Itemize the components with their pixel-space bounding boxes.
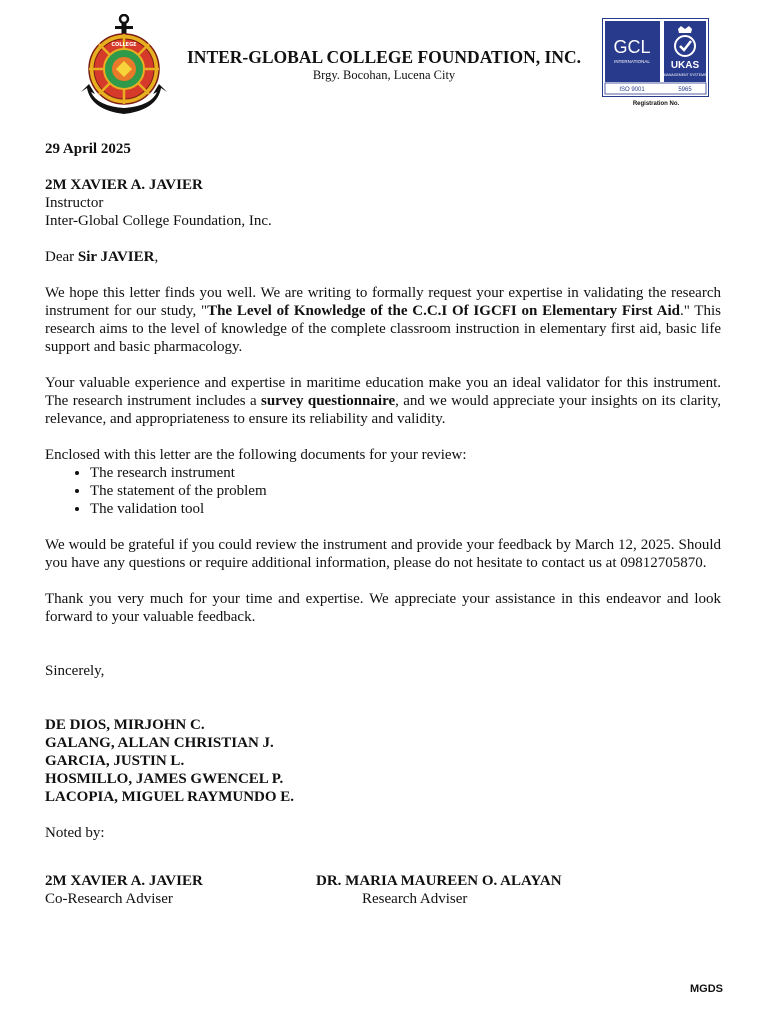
research-adviser-role: Research Adviser (362, 891, 468, 907)
para2-start: Your valuable experience and expertise in maritime education make you an ideal validator for this instrument. The research instrument includes a (45, 375, 721, 409)
registration-text: Registration No. (632, 101, 680, 107)
ukas-text: UKAS (670, 60, 700, 71)
ukas-sub-text: MANAGEMENT SYSTEMS (663, 73, 707, 77)
letter-body (45, 140, 721, 842)
recipient-org: Inter-Global College Foundation, Inc. (45, 213, 272, 229)
enclosed-intro: Enclosed with this letter are the following documents for your review: (45, 447, 467, 463)
enclosed-list (45, 464, 721, 518)
cert-number-text: 5965 (678, 87, 692, 93)
para2-end: , and we would appreciate your insights on its clarity, relevance, and appropriateness to ensure its reliability and validity. (45, 393, 722, 427)
signatory-name: GALANG, ALLAN CHRISTIAN J. (45, 735, 274, 751)
closing: Sincerely, (45, 663, 105, 679)
salutation-prefix: Dear (45, 249, 78, 265)
list-item: • The research instrument (90, 464, 721, 482)
letterhead (45, 0, 721, 120)
salutation-name: Sir JAVIER (77, 249, 155, 265)
paragraph-request (45, 284, 721, 356)
para1-end: ." This research aims to the level of knowledge of the complete classroom instruction in elementary first aid, basic life support and basic pharmacology. (45, 303, 721, 355)
paragraph-feedback: We would be grateful if you could review the instrument and provide your feedback by March 12, 2025. Should you have any questions or require additional information, please do not hesitate to contact us at 09812705870. (45, 537, 721, 571)
letter-page (45, 0, 721, 1024)
recipient-title: Instructor (45, 195, 104, 211)
signatory-name: HOSMILLO, JAMES GWENCEL P. (45, 771, 284, 787)
instrument-type: survey questionnaire (261, 393, 396, 409)
research-adviser (316, 872, 636, 908)
school-name: INTER-GLOBAL COLLEGE FOUNDATION, INC. (187, 47, 581, 67)
seal-text: COLLEGE (111, 42, 137, 48)
gcl-sub-text: INTERNATIONAL (614, 59, 650, 64)
noted-by-label: Noted by: (45, 825, 105, 841)
paragraph-expertise (45, 374, 721, 428)
research-adviser-name: DR. MARIA MAUREEN O. ALAYAN (316, 873, 562, 889)
study-title: The Level of Knowledge of the C.C.I Of IGCFI on Elementary First Aid (207, 303, 680, 319)
signatory-name: GARCIA, JUSTIN L. (45, 753, 185, 769)
co-adviser-name: 2M XAVIER A. JAVIER (45, 873, 203, 889)
recipient-name: 2M XAVIER A. JAVIER (45, 177, 203, 193)
gcl-text: GCL (613, 37, 651, 57)
letter-date: 29 April 2025 (45, 141, 131, 157)
footer-code: MGDS (690, 983, 723, 995)
salutation (45, 248, 721, 266)
school-address: Brgy. Bocohan, Lucena City (312, 68, 456, 82)
co-adviser (45, 872, 305, 908)
signatory-name: LACOPIA, MIGUEL RAYMUNDO E. (45, 789, 295, 805)
list-item: • The statement of the problem (90, 482, 721, 500)
para1-start: We hope this letter finds you well. We are writing to formally request your expertise in validating the research instrument for our study, " (45, 285, 721, 319)
co-adviser-role: Co-Research Adviser (45, 891, 173, 907)
paragraph-thanks: Thank you very much for your time and expertise. We appreciate your assistance in this endeavor and look forward to your valuable feedback. (45, 591, 721, 625)
iso-text: ISO 9001 (619, 87, 645, 93)
college-seal-logo (81, 14, 167, 118)
iso-certification-logo (602, 18, 710, 112)
signatory-name: DE DIOS, MIRJOHN C. (45, 717, 205, 733)
list-item: • The validation tool (90, 500, 721, 518)
salutation-suffix: , (154, 249, 159, 265)
